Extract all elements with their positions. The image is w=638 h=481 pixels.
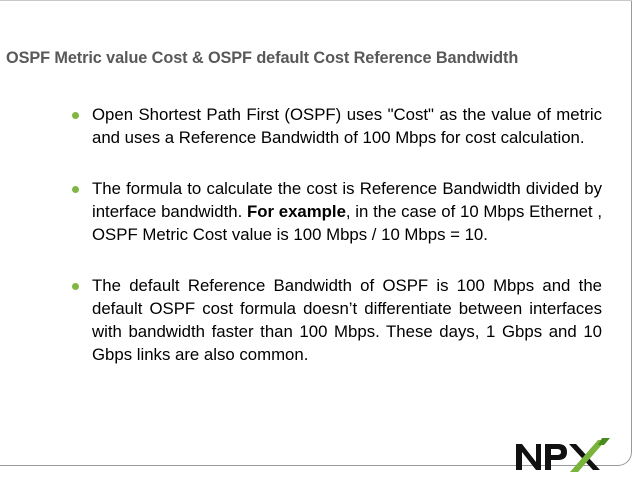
npx-logo xyxy=(514,436,614,476)
npx-logo-icon xyxy=(514,436,614,476)
bullet-dot-icon xyxy=(72,186,79,193)
bullet-text: Open Shortest Path First (OSPF) uses "Cost" as the value of metric and uses a Reference Bandwidth of 100 Mbps for cost calculation. xyxy=(92,105,602,147)
slide-title: OSPF Metric value Cost & OSPF default Cost Reference Bandwidth xyxy=(6,49,519,67)
bullet-text-bold: For example xyxy=(246,202,346,221)
bullet-text: The default Reference Bandwidth of OSPF is 100 Mbps and the default OSPF cost formula doesn’t differentiate between interfaces with bandwidth faster than 100 Mbps. These days, 1 Gbps and 10 Gbps links are also common. xyxy=(92,276,602,364)
slide-top-edge xyxy=(0,0,632,1)
bullet-item xyxy=(72,274,602,366)
bullet-dot-icon xyxy=(72,112,79,119)
bullet-item xyxy=(72,177,602,246)
bullet-text-post: , in the case of 10 Mbps Ethernet , OSPF Metric Cost value is 100 Mbps / 10 Mbps = 10. xyxy=(92,202,602,244)
bullet-item xyxy=(72,103,602,149)
bullet-list xyxy=(72,103,602,394)
bullet-text-pre: The formula to calculate the cost is Reference Bandwidth divided by interface bandwidth. xyxy=(92,179,602,221)
bullet-dot-icon xyxy=(72,283,79,290)
